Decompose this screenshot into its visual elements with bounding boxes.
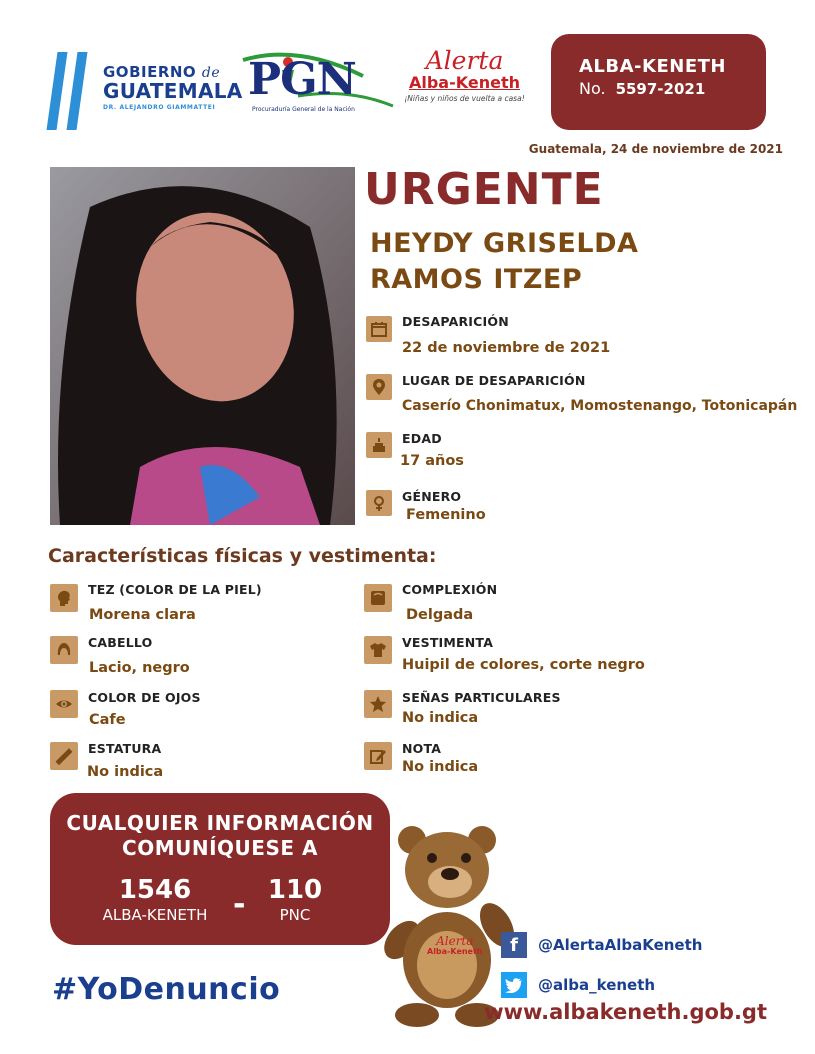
age-value: 17 años xyxy=(400,453,464,469)
height-value: No indica xyxy=(87,764,164,780)
edit-note-icon xyxy=(364,742,392,770)
person-name xyxy=(370,226,638,298)
height-label: ESTATURA xyxy=(88,741,162,756)
marks-label: SEÑAS PARTICULARES xyxy=(402,690,561,705)
case-number-box xyxy=(551,34,766,130)
gobierno-de: de xyxy=(201,65,221,81)
facebook-icon[interactable] xyxy=(501,932,527,958)
hair-icon xyxy=(50,636,78,664)
note-label: NOTA xyxy=(402,741,442,756)
hotline-number-alba-keneth: 1546 xyxy=(118,875,192,905)
contact-box xyxy=(50,793,390,945)
build-label: COMPLEXIÓN xyxy=(402,582,498,597)
eye-color-label: COLOR DE OJOS xyxy=(88,690,201,705)
marks-value: No indica xyxy=(402,710,479,726)
contact-title-line1: CUALQUIER INFORMACIÓN xyxy=(66,811,374,835)
twitter-handle[interactable]: @alba_keneth xyxy=(538,976,656,994)
cake-icon xyxy=(366,432,392,458)
hotline-number-pnc: 110 xyxy=(267,875,323,905)
calendar-icon xyxy=(366,316,392,342)
gobierno-logo xyxy=(103,63,243,111)
alerta-logo xyxy=(397,48,532,118)
alerta-line2: Alba-Keneth xyxy=(408,73,520,92)
scale-icon xyxy=(364,584,392,612)
skin-label: TEZ (COLOR DE LA PIEL) xyxy=(88,582,262,597)
note-value: No indica xyxy=(402,759,479,775)
hair-label: CABELLO xyxy=(88,635,153,650)
name-line1: HEYDY GRISELDA xyxy=(370,228,639,259)
head-profile-icon xyxy=(50,584,78,612)
facebook-handle[interactable]: @AlertaAlbaKeneth xyxy=(538,936,703,954)
alerta-line1: Alerta xyxy=(425,46,504,75)
location-pin-icon xyxy=(366,374,392,400)
contact-title-line2: COMUNÍQUESE A xyxy=(122,836,318,860)
contact-title xyxy=(50,811,390,861)
facebook-icon-glyph: f xyxy=(510,934,518,956)
eye-color-value: Cafe xyxy=(89,712,126,728)
pgn-subtitle: Procuraduría General de la Nación xyxy=(252,106,355,113)
missing-person-photo xyxy=(50,167,355,525)
twitter-icon[interactable] xyxy=(501,972,527,998)
bear-mascot xyxy=(372,820,522,1030)
hashtag: #YoDenuncio xyxy=(52,972,281,1007)
mascot-badge-line1: Alerta xyxy=(436,934,474,948)
gender-label: GÉNERO xyxy=(402,489,462,504)
characteristics-title: Características físicas y vestimenta: xyxy=(48,545,437,567)
numbers-separator: - xyxy=(233,887,246,922)
website-link[interactable]: www.albakeneth.gob.gt xyxy=(484,1000,767,1024)
shirt-icon xyxy=(364,636,392,664)
disappearance-date-value: 22 de noviembre de 2021 xyxy=(402,340,611,356)
case-no-label: No. xyxy=(579,79,606,98)
location-label: LUGAR DE DESAPARICIÓN xyxy=(402,373,586,388)
hotline-label-pnc: PNC xyxy=(279,906,311,924)
star-icon xyxy=(364,690,392,718)
issue-date: Guatemala, 24 de noviembre de 2021 xyxy=(528,142,783,156)
build-value: Delgada xyxy=(406,607,474,623)
gobierno-line2: GUATEMALA xyxy=(103,79,243,103)
clothing-label: VESTIMENTA xyxy=(402,635,494,650)
skin-value: Morena clara xyxy=(89,607,196,623)
mascot-badge-line2: Alba-Keneth xyxy=(427,947,483,956)
hotline-label-alba-keneth: ALBA-KENETH xyxy=(102,906,208,924)
ruler-icon xyxy=(50,742,78,770)
alerta-tagline: ¡Niñas y niños de vuelta a casa! xyxy=(404,94,525,103)
pgn-logo xyxy=(238,48,398,120)
gobierno-line3: DR. ALEJANDRO GIAMMATTEI xyxy=(103,104,216,111)
gobierno-line1: GOBIERNO xyxy=(103,63,197,81)
gender-icon xyxy=(366,490,392,516)
case-number: 5597-2021 xyxy=(615,80,706,98)
clothing-value: Huipil de colores, corte negro xyxy=(402,657,645,673)
age-label: EDAD xyxy=(402,431,442,446)
case-title: ALBA-KENETH xyxy=(579,56,726,77)
location-value: Caserío Chonimatux, Momostenango, Totonicapán xyxy=(402,398,798,414)
gobierno-logo-bars xyxy=(48,52,92,130)
pgn-text: PGN xyxy=(248,54,356,105)
urgency-heading: URGENTE xyxy=(364,164,604,215)
mascot-badge xyxy=(427,935,483,956)
hair-value: Lacio, negro xyxy=(89,660,190,676)
gender-value: Femenino xyxy=(406,507,486,523)
disappearance-date-label: DESAPARICIÓN xyxy=(402,314,509,329)
eye-icon xyxy=(50,690,78,718)
name-line2: RAMOS ITZEP xyxy=(370,264,583,295)
